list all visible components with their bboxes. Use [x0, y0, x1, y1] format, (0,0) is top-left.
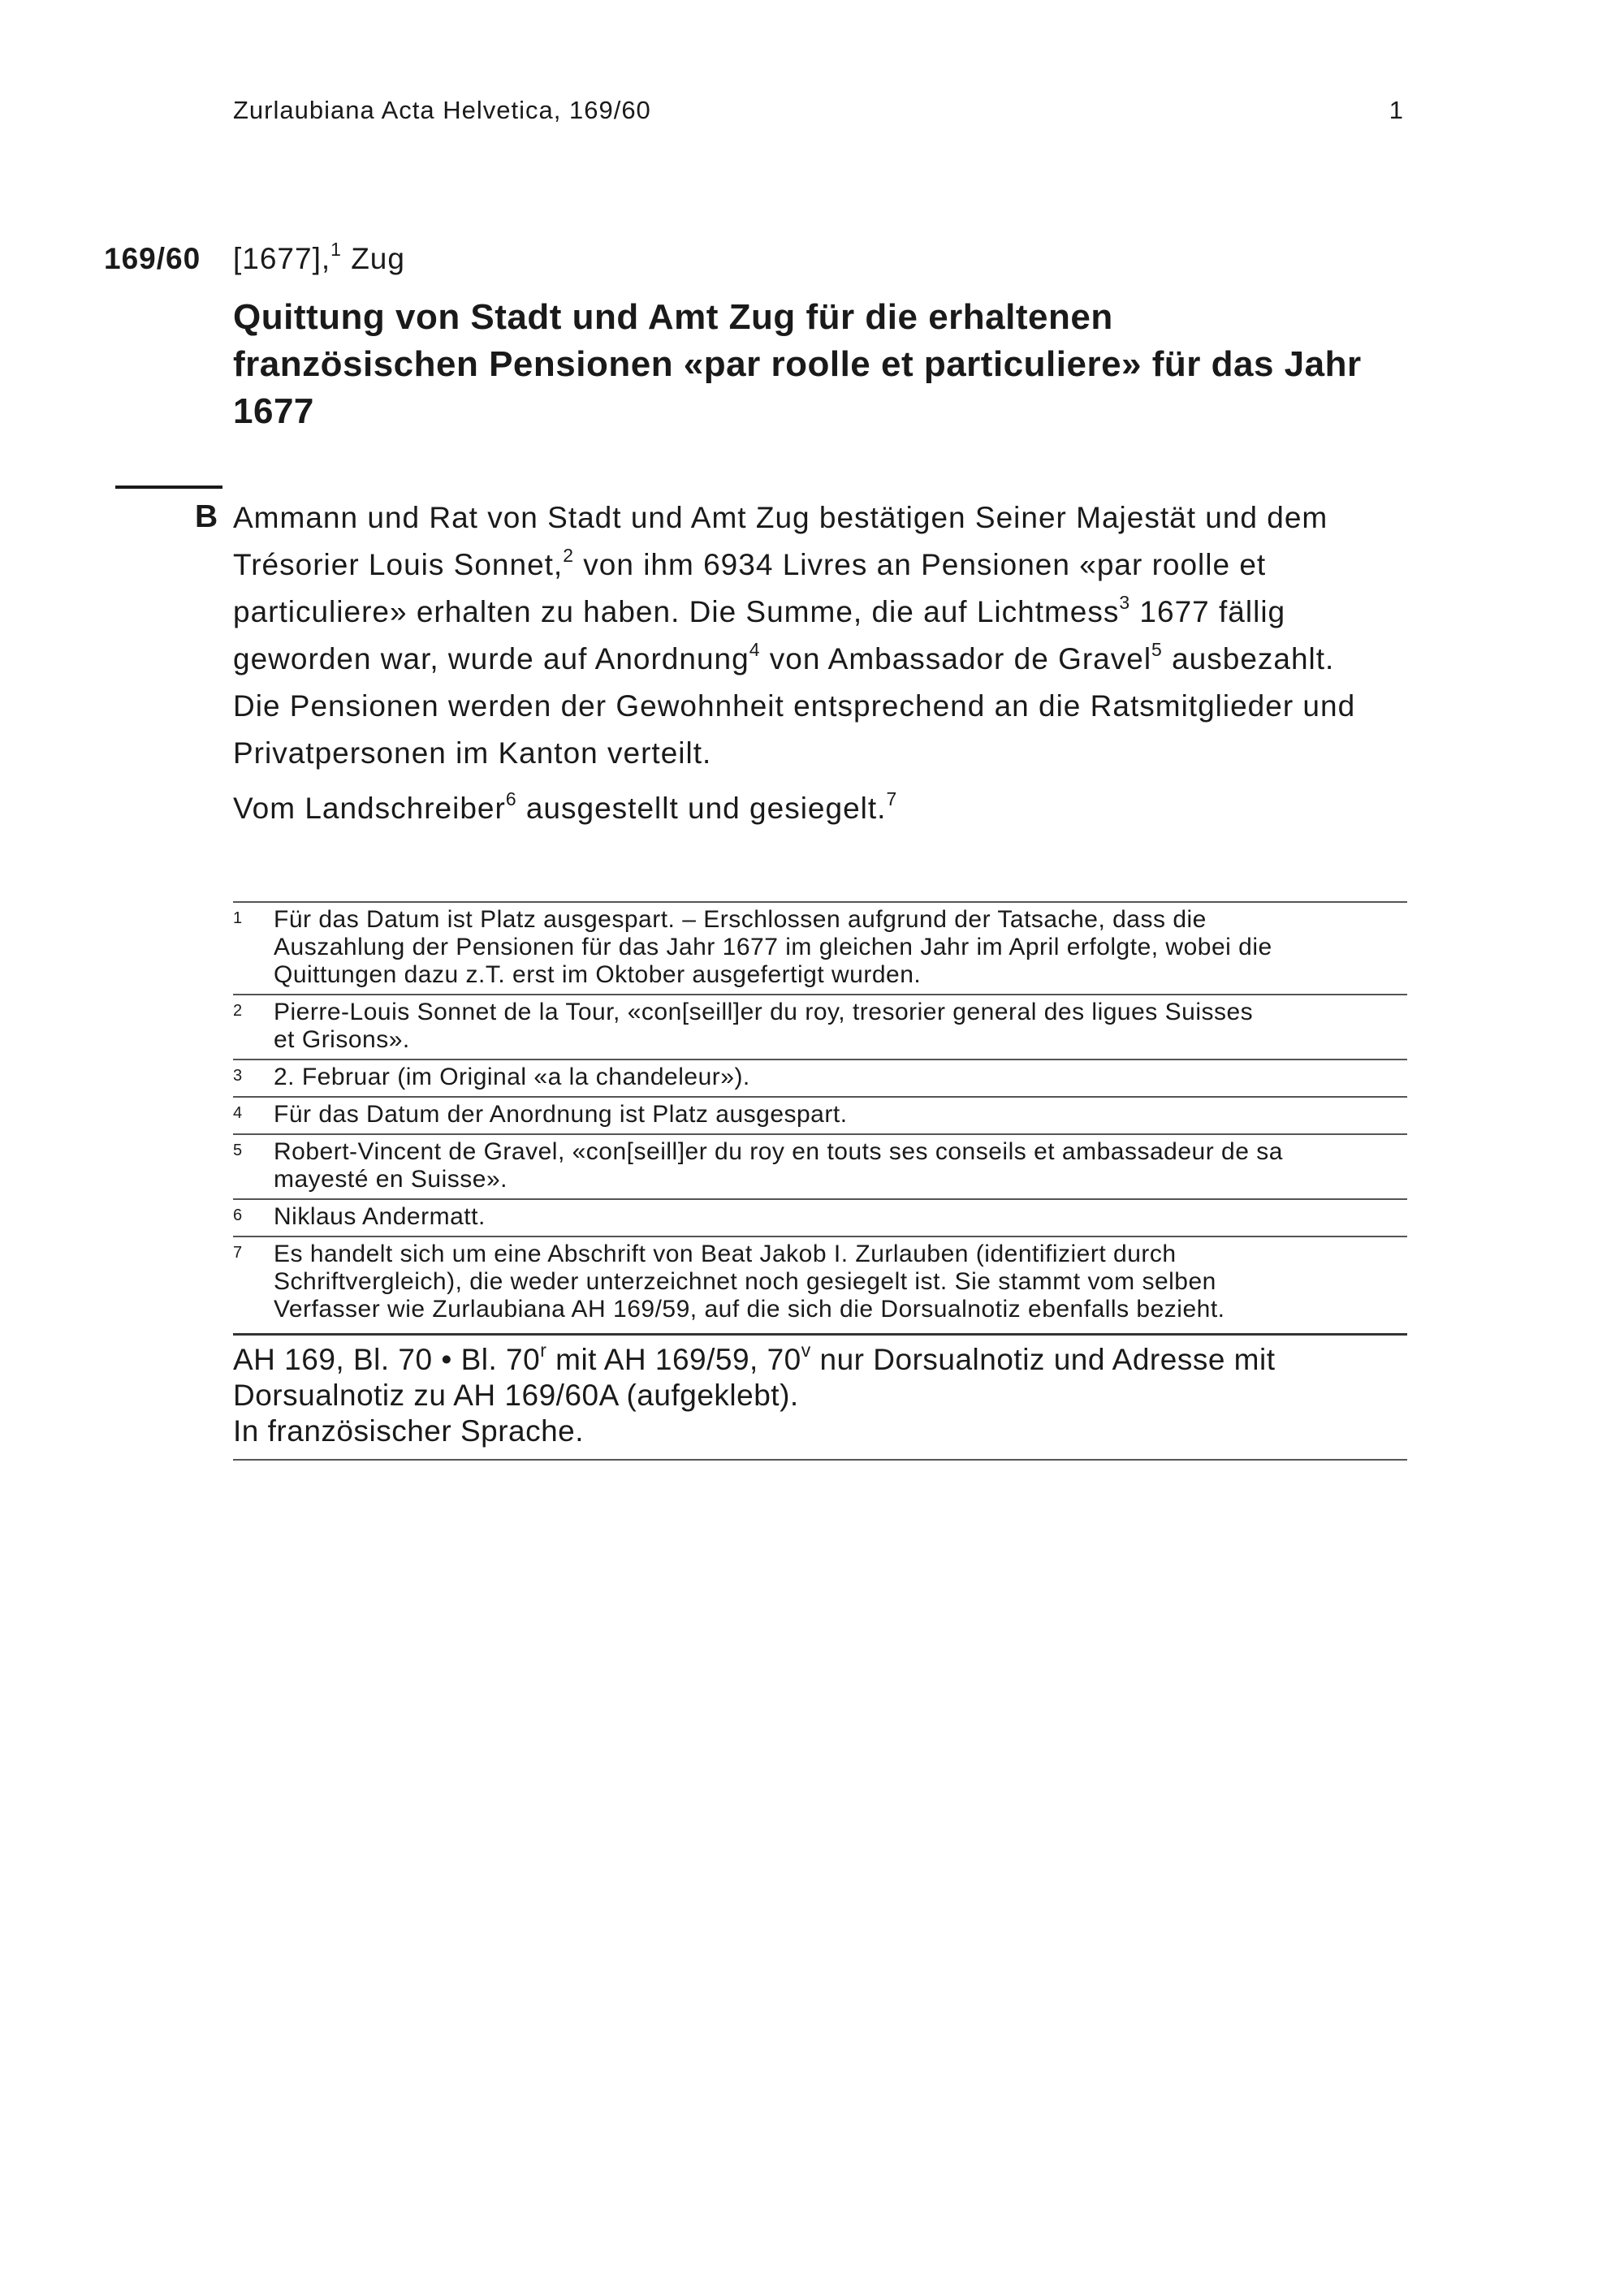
source-line: AH 169, Bl. 70 • Bl. 70$^r$ mit AH 169/59, 70$^v$ nur Dorsualnotiz und Adresse mit [233, 1340, 1276, 1376]
issuance-note: Vom Landschreiber$^6$ ausgestellt und gesiegelt.$^7$ [233, 788, 898, 825]
footnote-number: 5 [233, 1142, 243, 1159]
footnote-ref[interactable]: 1 [330, 239, 342, 261]
footnote: 4 Für das Datum der Anordnung ist Platz ausgespart. [233, 1096, 1407, 1133]
section-marker: B [195, 499, 218, 534]
footnote-ref[interactable]: 3 [1119, 592, 1131, 614]
footnote: 1 Für das Datum ist Platz ausgespart. – Erschlossen aufgrund der Tatsache, dass die Auszahlung der Pensionen für das Jahr 1677 im gleichen Jahr im April erfolgte, wobei die Quittungen dazu z.T. erst im Oktober ausgefertigt wurden. [233, 901, 1407, 994]
footnote-number: 6 [233, 1206, 243, 1224]
regest-line: Ammann und Rat von Stadt und Amt Zug bestätigen Seiner Majestät und dem [233, 501, 1328, 534]
footnote: 6 Niklaus Andermatt. [233, 1198, 1407, 1236]
source-line: Dorsualnotiz zu AH 169/60A (aufgeklebt). [233, 1379, 799, 1412]
regest-line: particuliere» erhalten zu haben. Die Summe, die auf Lichtmess$^3$ 1677 fällig [233, 592, 1286, 628]
footnote-ref[interactable]: 5 [1151, 639, 1163, 661]
footnote: 3 2. Februar (im Original «a la chandeleur»). [233, 1059, 1407, 1096]
document-number: 169/60 [104, 242, 201, 275]
regest-line: Privatpersonen im Kanton verteilt. [233, 736, 712, 770]
regest-text [233, 494, 1407, 832]
document-date: [1677], [233, 242, 331, 275]
footnote-ref[interactable]: 4 [749, 639, 761, 661]
footnote: 5 Robert-Vincent de Gravel, «con[seill]er du roy en touts ses conseils et ambassadeur de sa mayesté en Suisse». [233, 1133, 1407, 1198]
footnote-ref[interactable]: 7 [886, 788, 898, 810]
footnote: 7 Es handelt sich um eine Abschrift von Beat Jakob I. Zurlauben (identifiziert durch Schriftvergleich), die weder unterzeichnet noch gesiegelt ist. Sie stammt vom selben Verfasser wie Zurlaubiana AH 169/59, auf die sich die Dorsualnotiz ebenfalls bezieht. [233, 1236, 1407, 1328]
running-title: Zurlaubiana Acta Helvetica, 169/60 [233, 96, 651, 124]
document-place: Zug [351, 242, 405, 275]
running-header [233, 96, 1407, 128]
footnote-ref[interactable]: 6 [505, 788, 517, 810]
footnote-number: 2 [233, 1002, 243, 1020]
footnote-number: 3 [233, 1067, 243, 1085]
document-title [233, 294, 1407, 435]
title-line: Quittung von Stadt und Amt Zug für die erhaltenen [233, 297, 1113, 337]
footnote-number: 4 [233, 1104, 243, 1122]
footnote-number: 1 [233, 909, 243, 927]
regest-line: Trésorier Louis Sonnet,$^2$ von ihm 6934 Livres an Pensionen «par roolle et [233, 545, 1267, 581]
footnote: 2 Pierre-Louis Sonnet de la Tour, «con[seill]er du roy, tresorier general des ligues Suisses et Grisons». [233, 994, 1407, 1059]
date-place [233, 239, 405, 276]
footnotes [233, 901, 1407, 1461]
language-note: In französischer Sprache. [233, 1414, 585, 1448]
regest-line: Die Pensionen werden der Gewohnheit entsprechend an die Ratsmitglieder und [233, 689, 1356, 723]
source-citation [233, 1333, 1407, 1461]
section-rule [115, 486, 222, 489]
footnote-number: 7 [233, 1244, 243, 1262]
title-line: französischen Pensionen «par roolle et particuliere» für das Jahr [233, 344, 1362, 384]
title-line: 1677 [233, 391, 314, 431]
page-number: 1 [1389, 96, 1404, 124]
regest-line: geworden war, wurde auf Anordnung$^4$ von Ambassador de Gravel$^5$ ausbezahlt. [233, 639, 1335, 675]
footnote-ref[interactable]: 2 [563, 545, 574, 567]
